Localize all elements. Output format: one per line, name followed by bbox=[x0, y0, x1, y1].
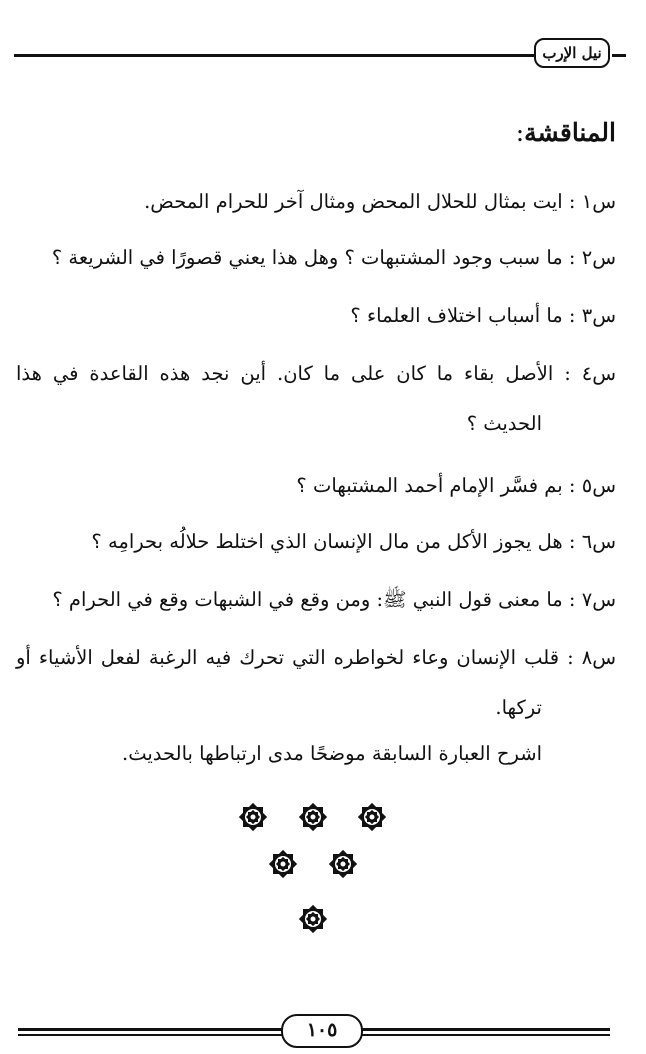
question-1 bbox=[16, 174, 616, 230]
question-text: الأصل بقاء ما كان على ما كان. أين نجد هذه القاعدة في هذا bbox=[16, 362, 554, 385]
star-ornament-icon bbox=[266, 847, 300, 881]
question-number: س٣ : bbox=[568, 304, 616, 327]
header-rule-end bbox=[612, 54, 626, 57]
question-number: س١ : bbox=[568, 190, 616, 213]
question-text: ايت بمثال للحلال المحض ومثال آخر للحرام المحض. bbox=[144, 190, 563, 213]
question-8-continuation: تركها. bbox=[495, 696, 542, 719]
question-number: س٧ : bbox=[568, 588, 616, 611]
question-3 bbox=[16, 288, 616, 344]
heading-colon: : bbox=[515, 118, 525, 147]
question-text: هل يجوز الأكل من مال الإنسان الذي اختلط حلالُه بحرامِه ؟ bbox=[91, 530, 563, 553]
star-ornament-icon bbox=[236, 800, 270, 834]
question-8-instruction: اشرح العبارة السابقة موضحًا مدى ارتباطها بالحديث. bbox=[122, 742, 542, 765]
question-text: ما معنى قول النبي ﷺ: ومن وقع في الشبهات وقع في الحرام ؟ bbox=[52, 588, 563, 611]
heading-label: المناقشة bbox=[524, 118, 616, 147]
star-ornament-icon bbox=[355, 800, 389, 834]
question-4-continuation: الحديث ؟ bbox=[466, 412, 542, 435]
question-text: ما أسباب اختلاف العلماء ؟ bbox=[350, 304, 563, 327]
question-4 bbox=[16, 346, 616, 402]
question-7 bbox=[16, 572, 616, 628]
running-header: نيل الإرب bbox=[534, 38, 610, 68]
question-8 bbox=[16, 630, 616, 686]
star-ornament-icon bbox=[296, 902, 330, 936]
question-6 bbox=[16, 514, 616, 570]
question-number: س٤ : bbox=[564, 362, 616, 385]
question-text: ما سبب وجود المشتبهات ؟ وهل هذا يعني قصورًا في الشريعة ؟ bbox=[51, 246, 563, 269]
question-number: س٨ : bbox=[567, 646, 616, 669]
page-number: ١٠٥ bbox=[281, 1014, 363, 1048]
question-2 bbox=[16, 230, 616, 286]
question-text: بم فسَّر الإمام أحمد المشتبهات ؟ bbox=[296, 474, 563, 497]
question-number: س٥ : bbox=[568, 474, 616, 497]
star-ornament-icon bbox=[326, 847, 360, 881]
question-5 bbox=[16, 458, 616, 514]
question-number: س٦ : bbox=[568, 530, 616, 553]
header-rule bbox=[14, 54, 534, 57]
star-ornament-icon bbox=[296, 800, 330, 834]
question-text: قلب الإنسان وعاء لخواطره التي تحرك فيه الرغبة لفعل الأشياء أو bbox=[16, 646, 560, 669]
question-number: س٢ : bbox=[568, 246, 616, 269]
section-heading bbox=[516, 118, 616, 147]
